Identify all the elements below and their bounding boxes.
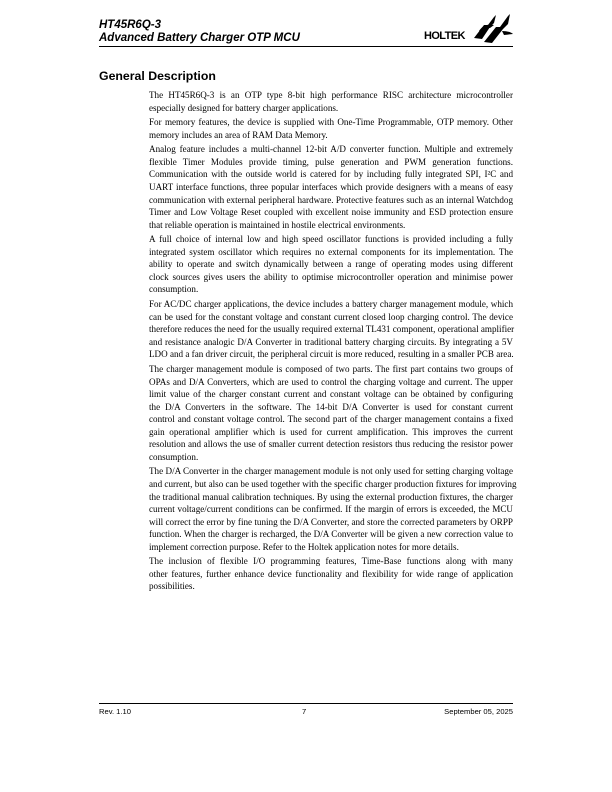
paragraph-line: will correct the error by fine tuning the D/A Converter, and store the corrected parameters by ORPP — [149, 516, 513, 527]
paragraph-line: memory includes an area of RAM Data Memory. — [149, 129, 328, 140]
section-title: General Description — [99, 69, 216, 83]
paragraph-line: Communication with the outside world is catered for by including fully integrated SPI, I²C and — [149, 169, 513, 180]
paragraph-line: LDO and a fan driver circuit, the peripheral circuit is more reduced, resulting in a smaller PCB area. — [149, 349, 514, 360]
paragraph-line: For AC/DC charger applications, the device includes a battery charger management module, which — [149, 299, 513, 310]
paragraph — [149, 555, 513, 593]
paragraph-line: implement correction purpose. Refer to the Holtek application notes for more details. — [149, 541, 459, 552]
paragraph — [149, 298, 513, 361]
paragraph-line: can be used for the constant voltage and constant current closed loop charging control. The device — [149, 311, 513, 322]
paragraph-line: function. When the charger is recharged, the D/A Converter will be given a new correction value to — [149, 529, 513, 540]
paragraph-line: gain operational amplifier which is used for current amplification. This improves the current — [149, 426, 513, 437]
footer-date: September 05, 2025 — [444, 707, 513, 716]
paragraph — [149, 363, 513, 463]
paragraph-line: other features, further enhance device functionality and flexibility for wide range of application — [149, 568, 513, 579]
paragraph-line: clock sources gives users the ability to optimise microcontroller operation and minimise power — [149, 271, 513, 282]
paragraph-line: UART interface functions, three popular interfaces which provide designers with a means of easy — [149, 182, 513, 193]
part-number: HT45R6Q-3 — [99, 19, 161, 31]
paragraph-line: consumption. — [149, 451, 199, 462]
footer-rule — [99, 703, 513, 704]
paragraph-line: that reliable operation is maintained in hostile electrical environments. — [149, 219, 406, 230]
paragraph-line: communication with external peripheral hardware. Protective features such as an internal Watchdog — [149, 194, 513, 205]
paragraph-line: The HT45R6Q-3 is an OTP type 8-bit high performance RISC architecture microcontroller — [149, 90, 513, 100]
paragraph-line: possibilities. — [149, 581, 195, 592]
paragraph — [149, 89, 513, 114]
paragraph-line: the D/A Converters in the software. The 14-bit D/A Converter is used for constant current — [149, 401, 513, 412]
paragraph-line: especially designed for battery charger applications. — [149, 102, 339, 113]
paragraph-line: OPAs and D/A Converters, which are used to control the charging voltage and current. The upper — [149, 376, 513, 387]
paragraph-line: integrated system oscillator which requires no external components for its implementation. The — [149, 246, 513, 257]
paragraph-line: and current, but also can be used together with the specific charger production fixtures for improving — [149, 478, 517, 489]
paragraph-line: control and constant voltage control. The second part of the charger management contains a fixed — [149, 414, 513, 425]
header-rule — [99, 46, 513, 47]
paragraph-line: consumption. — [149, 284, 199, 295]
footer-page-number: 7 — [302, 707, 307, 716]
paragraph-line: limit value of the charger constant current and constant voltage can be obtained by configuring — [149, 389, 513, 400]
logo-arrow-icon — [474, 14, 513, 43]
product-title: Advanced Battery Charger OTP MCU — [99, 32, 300, 44]
paragraph-line: A full choice of internal low and high speed oscillator functions is provided including a fully — [149, 234, 513, 245]
holtek-logo — [424, 13, 514, 44]
paragraph-line: the traditional manual calibration techniques. By using the external production fixtures, the charger — [149, 491, 513, 502]
paragraph-line: ability to operate and switch dynamically between a range of operating modes using different — [149, 259, 513, 270]
paragraph-line: The D/A Converter in the charger management module is not only used for setting charging voltage — [149, 466, 513, 477]
paragraph-line: current voltage/current conditions can be confirmed. If the margin of errors is exceeded, the MCU — [149, 504, 513, 515]
paragraph-line: resolution and allows the use of smaller current detection resistors thus reducing the resistor power — [149, 439, 513, 450]
paragraph-line: The inclusion of flexible I/O programming features, Time-Base functions along with many — [149, 556, 513, 567]
paragraph — [149, 116, 513, 141]
footer-revision: Rev. 1.10 — [99, 707, 131, 716]
logo-wordmark: HOLTEK — [424, 30, 465, 42]
paragraph — [149, 233, 513, 296]
paragraph — [149, 465, 517, 553]
paragraph-line: and resistance analogic D/A Converter in traditional battery charging circuits. By integrating a 5V — [149, 336, 513, 347]
paragraph-line: flexible Timer Modules provide timing, pulse generation and PWM generation functions. — [149, 156, 513, 167]
paragraph-line: For memory features, the device is supplied with One-Time Programmable, OTP memory. Other — [149, 117, 513, 128]
paragraph — [149, 143, 513, 231]
section-body — [149, 89, 517, 595]
paragraph-line: The charger management module is composed of two parts. The first part contains two groups of — [149, 363, 513, 374]
paragraph-line: therefore reduces the need for the usually required external TL431 component, operational amplifier — [149, 324, 515, 335]
paragraph-line: Analog feature includes a multi-channel 12-bit A/D converter function. Multiple and extremely — [149, 144, 513, 155]
paragraph-line: Timer and Low Voltage Reset coupled with excellent noise immunity and ESD protection ensure — [149, 207, 513, 218]
